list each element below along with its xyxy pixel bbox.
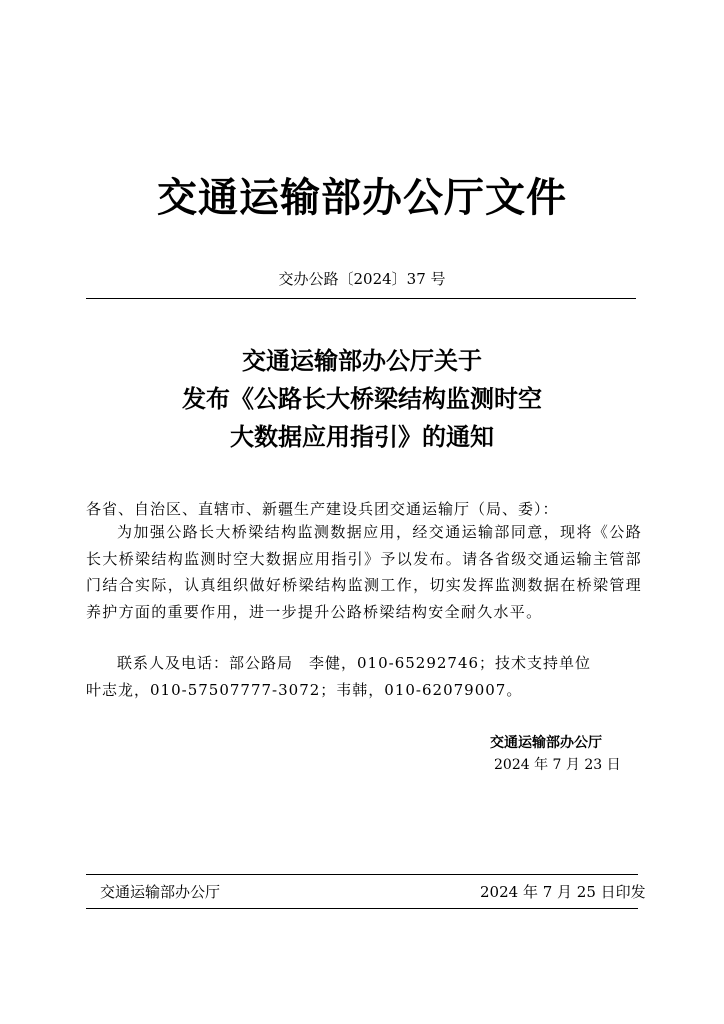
footer-print-date: 2024 年 7 月 25 日印发: [480, 883, 646, 901]
contact-line-1: 联系人及电话：部公路局 李健，010-65292746；技术支持单位: [117, 654, 592, 672]
footer-top-divider: [86, 874, 638, 875]
header-divider: [86, 298, 636, 299]
notice-title-line-1: 交通运输部办公厅关于: [242, 346, 482, 375]
document-header-title: 交通运输部办公厅文件: [157, 174, 567, 221]
footer-bottom-divider: [86, 908, 638, 909]
notice-title-line-2: 发布《公路长大桥梁结构监测时空: [182, 384, 542, 413]
document-number: 交办公路〔2024〕37 号: [278, 270, 446, 288]
contact-paragraph: [86, 650, 642, 703]
notice-title-line-3: 大数据应用指引》的通知: [230, 422, 494, 451]
footer-issuing-office: 交通运输部办公厅: [100, 883, 221, 901]
signature-date: 2024 年 7 月 23 日: [494, 757, 621, 773]
notice-title: [0, 342, 724, 456]
addressee-line: 各省、自治区、直辖市、新疆生产建设兵团交通运输厅（局、委）：: [86, 500, 559, 518]
signature-issuer: 交通运输部办公厅: [490, 735, 602, 751]
body-paragraph: 为加强公路长大桥梁结构监测数据应用，经交通运输部同意，现将《公路长大桥梁结构监测时空大数据应用指引》予以发布。请各省级交通运输主管部门结合实际，认真组织做好桥梁结构监测工作，切实发挥监测数据在桥梁管理养护方面的重要作用，进一步提升公路桥梁结构安全耐久水平。: [86, 523, 642, 621]
contact-line-2: 叶志龙，010-57507777-3072；韦韩，010-62079007。: [86, 680, 523, 699]
